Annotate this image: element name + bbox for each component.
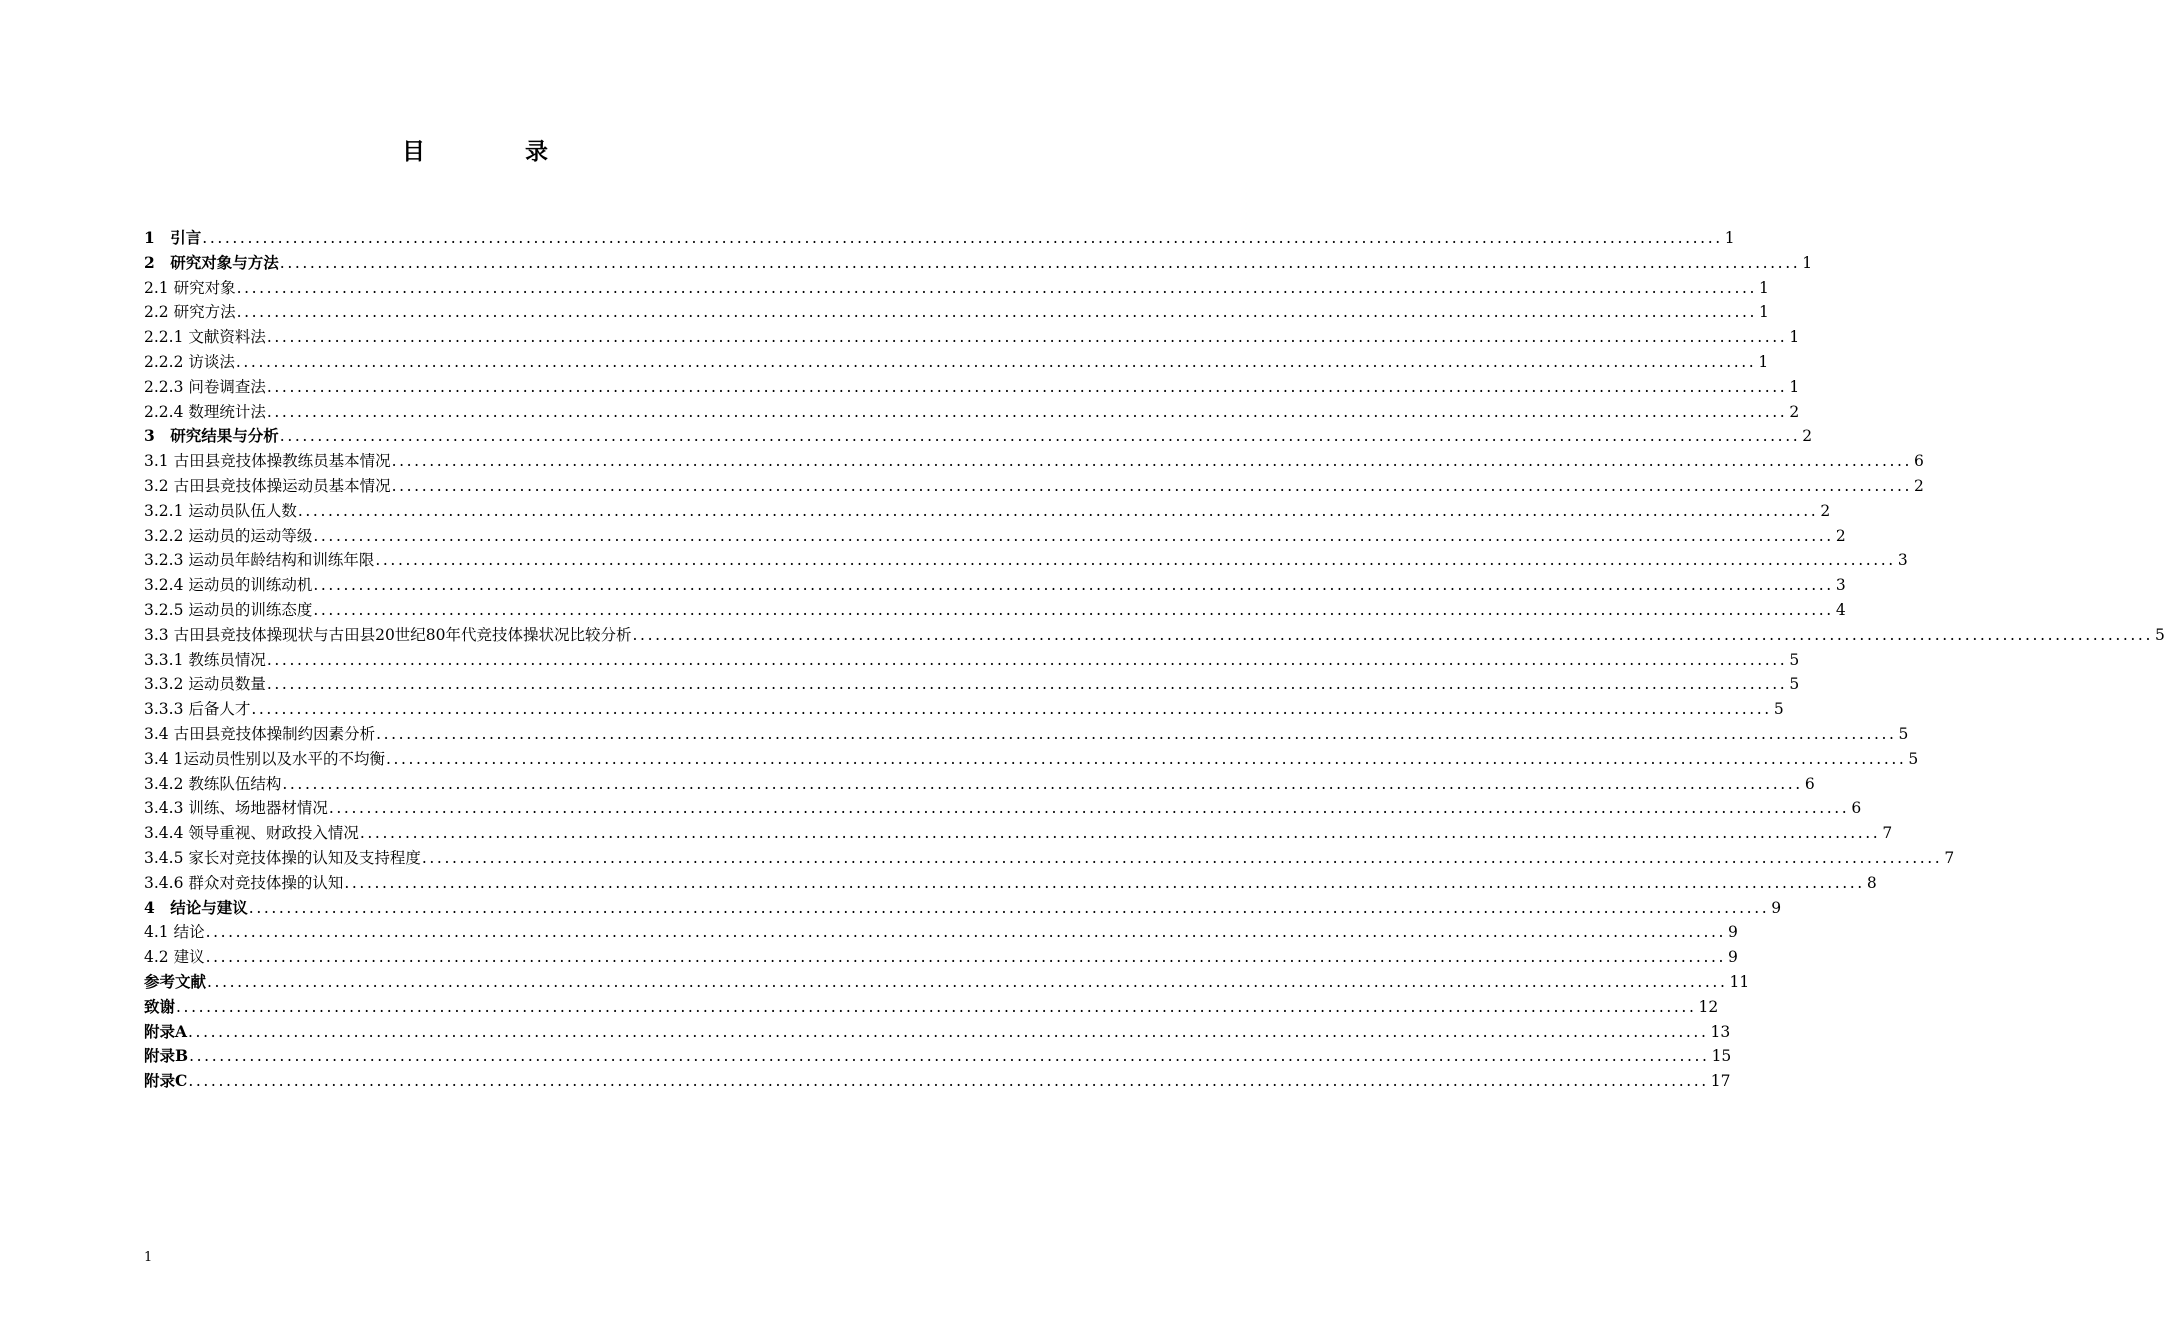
toc-dot-leader: .......................................................................................................................................................................................................... — [266, 402, 1788, 421]
toc-entry-title: 3.4.5 家长对竞技体操的认知及支持程度 — [144, 848, 421, 867]
toc-entry-page: 4 — [1835, 600, 1846, 619]
toc-entry-title: 3.4 古田县竞技体操制约因素分析 — [144, 724, 376, 743]
toc-entry-page: 2 — [1802, 427, 1813, 446]
toc-entry-page: 7 — [1882, 824, 1893, 843]
toc-dot-leader: .......................................................................................................................................................................................................... — [205, 948, 1727, 967]
toc-entry[interactable] — [144, 722, 1909, 747]
toc-entry-title: 2.2.2 访谈法 — [144, 352, 235, 371]
toc-entry-title: 2.2.4 数理统计法 — [144, 402, 266, 421]
toc-entry-title: 4 结论与建议 — [144, 897, 248, 917]
toc-entry[interactable] — [144, 747, 1919, 772]
toc-entry-page: 15 — [1711, 1047, 1732, 1066]
toc-entry[interactable] — [144, 970, 1750, 995]
toc-dot-leader: .......................................................................................................................................................................................................... — [207, 972, 1728, 991]
toc-entry[interactable] — [144, 276, 1769, 301]
toc-entry[interactable] — [144, 697, 1784, 722]
toc-entry-title: 附录C — [144, 1071, 188, 1091]
toc-entry-page: 1 — [1724, 229, 1735, 247]
toc-entry-title: 3.3.3 后备人才 — [144, 700, 251, 719]
toc-entry[interactable] — [144, 375, 1800, 400]
toc-dot-leader: .......................................................................................................................................................................................................... — [282, 774, 1803, 793]
toc-entry-page: 3 — [1897, 551, 1908, 570]
toc-entry-page: 5 — [1898, 724, 1909, 743]
toc-entry[interactable] — [144, 772, 1815, 797]
toc-entry[interactable] — [144, 1020, 1731, 1045]
toc-dot-leader: .......................................................................................................................................................................................................... — [188, 1072, 1709, 1091]
toc-dot-leader: .......................................................................................................................................................................................................... — [391, 452, 1913, 471]
toc-entry-title: 3.4.6 群众对竞技体操的认知 — [144, 873, 344, 892]
toc-entry-title: 2.2.3 问卷调查法 — [144, 377, 266, 396]
toc-entry-page: 1 — [1758, 352, 1769, 371]
toc-entry-title: 3.2.5 运动员的训练态度 — [144, 600, 313, 619]
toc-entry-title: 2.1 研究对象 — [144, 278, 236, 297]
toc-entry-page: 11 — [1729, 972, 1750, 991]
toc-dot-leader: .......................................................................................................................................................................................................... — [189, 1047, 1710, 1066]
toc-entry[interactable] — [144, 226, 1735, 251]
toc-entry-title: 2.2.1 文献资料法 — [144, 328, 266, 347]
toc-entry-page: 5 — [1908, 749, 1919, 768]
toc-dot-leader: .......................................................................................................................................................................................................... — [344, 873, 1865, 892]
toc-dot-leader: .......................................................................................................................................................................................................... — [176, 997, 1697, 1016]
toc-entry[interactable] — [144, 896, 1782, 921]
toc-entry-page: 9 — [1728, 948, 1738, 967]
page-title: 目 录 — [401, 139, 594, 165]
toc-entry-title: 3.2 古田县竞技体操运动员基本情况 — [144, 476, 391, 495]
toc-entry-title: 附录B — [144, 1046, 189, 1066]
toc-entry-title: 致谢 — [144, 996, 176, 1016]
toc-entry[interactable] — [144, 499, 1831, 524]
toc-entry-page: 7 — [1944, 848, 1955, 867]
toc-entry-title: 3.4.2 教练队伍结构 — [144, 774, 282, 793]
toc-entry-page: 8 — [1866, 873, 1877, 892]
toc-entry[interactable] — [144, 400, 1800, 425]
table-of-contents — [144, 226, 2165, 1094]
toc-entry-title: 附录A — [144, 1021, 188, 1041]
toc-entry-title: 3.2.2 运动员的运动等级 — [144, 526, 313, 545]
toc-entry-title: 3 研究结果与分析 — [144, 426, 279, 446]
toc-entry-page: 1 — [1789, 328, 1800, 347]
toc-entry-title: 3.4 1运动员性别以及水平的不均衡 — [144, 749, 385, 768]
toc-entry[interactable] — [144, 846, 1955, 871]
toc-entry-page: 6 — [1914, 452, 1924, 471]
toc-dot-leader: .......................................................................................................................................................................................................... — [236, 278, 1758, 297]
toc-entry[interactable] — [144, 300, 1769, 325]
toc-dot-leader: .......................................................................................................................................................................................................... — [279, 427, 1801, 446]
toc-entry-title: 4.2 建议 — [144, 948, 205, 967]
toc-dot-leader: .......................................................................................................................................................................................................... — [236, 303, 1758, 322]
toc-entry[interactable] — [144, 672, 1800, 697]
toc-dot-leader: .......................................................................................................................................................................................................... — [266, 328, 1788, 347]
toc-entry[interactable] — [144, 648, 1800, 673]
toc-entry-page: 2 — [1914, 476, 1924, 495]
toc-entry[interactable] — [144, 449, 1924, 474]
toc-entry-page: 3 — [1835, 576, 1846, 595]
toc-entry-title: 2 研究对象与方法 — [144, 252, 279, 272]
toc-entry-page: 2 — [1789, 402, 1800, 421]
toc-entry-title: 3.1 古田县竞技体操教练员基本情况 — [144, 452, 391, 471]
toc-dot-leader: .......................................................................................................................................................................................................... — [266, 377, 1788, 396]
toc-entry-title: 4.1 结论 — [144, 923, 205, 942]
toc-entry[interactable] — [144, 548, 1908, 573]
toc-dot-leader: .......................................................................................................................................................................................................... — [328, 799, 1850, 818]
toc-entry-page: 1 — [1802, 253, 1813, 272]
page-number: 1 — [144, 1250, 153, 1265]
toc-entry[interactable] — [144, 821, 1893, 846]
toc-dot-leader: .......................................................................................................................................................................................................... — [359, 824, 1881, 843]
toc-entry[interactable] — [144, 796, 1862, 821]
toc-dot-leader: .......................................................................................................................................................................................................... — [376, 724, 1897, 743]
toc-entry-title: 3.2.3 运动员年龄结构和训练年限 — [144, 551, 375, 570]
toc-entry-page: 5 — [1773, 700, 1784, 719]
toc-entry-title: 参考文献 — [144, 971, 207, 991]
toc-entry[interactable] — [144, 350, 1769, 375]
toc-entry-title: 3.3.2 运动员数量 — [144, 675, 266, 694]
toc-dot-leader: .......................................................................................................................................................................................................... — [188, 1022, 1709, 1041]
toc-entry-page: 2 — [1835, 526, 1846, 545]
toc-entry-page: 5 — [1789, 650, 1800, 669]
toc-entry-page: 6 — [1804, 774, 1815, 793]
toc-dot-leader: .......................................................................................................................................................................................................... — [266, 675, 1788, 694]
toc-dot-leader: .......................................................................................................................................................................................................... — [313, 600, 1834, 619]
toc-dot-leader: .......................................................................................................................................................................................................... — [421, 848, 1943, 867]
toc-dot-leader: .......................................................................................................................................................................................................... — [385, 749, 1907, 768]
toc-entry-page: 1 — [1759, 278, 1769, 297]
toc-dot-leader: .......................................................................................................................................................................................................... — [632, 625, 2153, 644]
toc-entry-title: 3.3 古田县竞技体操现状与古田县20世纪80年代竞技体操状况比较分析 — [144, 625, 632, 644]
toc-entry-page: 6 — [1851, 799, 1862, 818]
toc-dot-leader: .......................................................................................................................................................................................................... — [205, 923, 1727, 942]
toc-dot-leader: .......................................................................................................................................................................................................... — [375, 551, 1896, 570]
toc-dot-leader: .......................................................................................................................................................................................................... — [313, 526, 1834, 545]
toc-entry-page: 2 — [1820, 501, 1831, 520]
toc-entry[interactable] — [144, 871, 1877, 896]
toc-entry-page: 5 — [1789, 675, 1800, 694]
toc-dot-leader: .......................................................................................................................................................................................................... — [297, 501, 1819, 520]
toc-entry[interactable] — [144, 1044, 1732, 1069]
toc-entry-page: 12 — [1698, 997, 1719, 1016]
toc-entry-page: 9 — [1771, 898, 1782, 917]
toc-entry-page: 5 — [2154, 625, 2165, 644]
toc-entry[interactable] — [144, 623, 2165, 648]
toc-entry-page: 17 — [1710, 1072, 1731, 1091]
toc-entry-page: 13 — [1710, 1022, 1731, 1041]
toc-entry-page: 9 — [1728, 923, 1738, 942]
toc-dot-leader: .......................................................................................................................................................................................................... — [202, 229, 1723, 247]
toc-entry[interactable] — [144, 524, 1846, 549]
toc-entry-title: 2.2 研究方法 — [144, 303, 236, 322]
toc-entry[interactable] — [144, 474, 1924, 499]
toc-dot-leader: .......................................................................................................................................................................................................... — [248, 898, 1770, 917]
toc-dot-leader: .......................................................................................................................................................................................................... — [313, 576, 1834, 595]
toc-entry-title: 3.2.4 运动员的训练动机 — [144, 576, 313, 595]
toc-entry[interactable] — [144, 424, 1813, 449]
toc-entry[interactable] — [144, 1069, 1731, 1094]
toc-entry[interactable] — [144, 995, 1719, 1020]
toc-entry-page: 1 — [1789, 377, 1800, 396]
toc-entry-title: 3.4.4 领导重视、财政投入情况 — [144, 824, 359, 843]
toc-entry[interactable] — [144, 251, 1813, 276]
toc-dot-leader: .......................................................................................................................................................................................................... — [279, 253, 1801, 272]
toc-entry[interactable] — [144, 325, 1800, 350]
toc-entry[interactable] — [144, 920, 1738, 945]
toc-dot-leader: .......................................................................................................................................................................................................... — [251, 700, 1772, 719]
toc-entry[interactable] — [144, 945, 1738, 970]
toc-entry[interactable] — [144, 573, 1846, 598]
toc-dot-leader: .......................................................................................................................................................................................................... — [391, 476, 1913, 495]
toc-entry[interactable] — [144, 598, 1846, 623]
toc-entry-page: 1 — [1759, 303, 1769, 322]
toc-entry-title: 1 引言 — [144, 228, 202, 247]
toc-entry-title: 3.4.3 训练、场地器材情况 — [144, 799, 328, 818]
toc-dot-leader: .......................................................................................................................................................................................................... — [235, 352, 1757, 371]
toc-entry-title: 3.3.1 教练员情况 — [144, 650, 266, 669]
toc-dot-leader: .......................................................................................................................................................................................................... — [266, 650, 1788, 669]
toc-entry-title: 3.2.1 运动员队伍人数 — [144, 501, 297, 520]
